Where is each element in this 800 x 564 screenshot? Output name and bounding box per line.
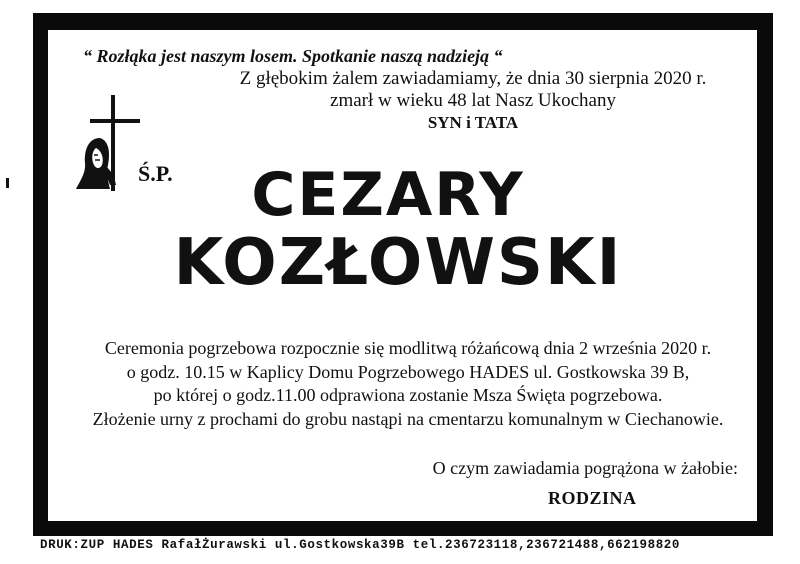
intro-line-3: SYN i TATA: [427, 113, 519, 132]
scan-mark: [6, 178, 9, 188]
first-name: CEZARY: [251, 160, 525, 230]
announcement-intro: [208, 68, 738, 134]
ceremony-line-3: po której o godz.11.00 odprawiona zostanie Msza Święta pogrzebowa.: [153, 385, 663, 405]
signature: RODZINA: [548, 488, 637, 508]
black-border-frame: [33, 13, 773, 536]
closing-text: O czym zawiadamia pogrążona w żałobie:: [432, 458, 738, 478]
prefix-sp: Ś.P.: [138, 161, 173, 186]
printer-footer: DRUK:ZUP HADES RafałŻurawski ul.Gostkowska39B tel.236723118,236721488,662198820: [40, 538, 680, 552]
ceremony-line-4: Złożenie urny z prochami do grobu nastąpi na cmentarzu komunalnym w Ciechanowie.: [92, 408, 724, 429]
last-name: KOZŁOWSKI: [173, 226, 623, 300]
intro-line-1: Z głębokim żalem zawiadamiamy, że dnia 30 sierpnia 2020 r.: [239, 68, 707, 89]
ceremony-line-1: Ceremonia pogrzebowa rozpocznie się modlitwą różańcową dnia 2 września 2020 r.: [104, 338, 712, 358]
quote-text: “ Rozłąka jest naszym losem. Spotkanie naszą nadzieją “: [83, 46, 503, 66]
intro-line-2: zmarł w wieku 48 lat Nasz Ukochany: [330, 90, 616, 111]
ceremony-details: [68, 337, 748, 431]
obituary-content: [48, 30, 757, 521]
ceremony-line-2: o godz. 10.15 w Kaplicy Domu Pogrzebowego HADES ul. Gostkowska 39 B,: [126, 361, 690, 382]
